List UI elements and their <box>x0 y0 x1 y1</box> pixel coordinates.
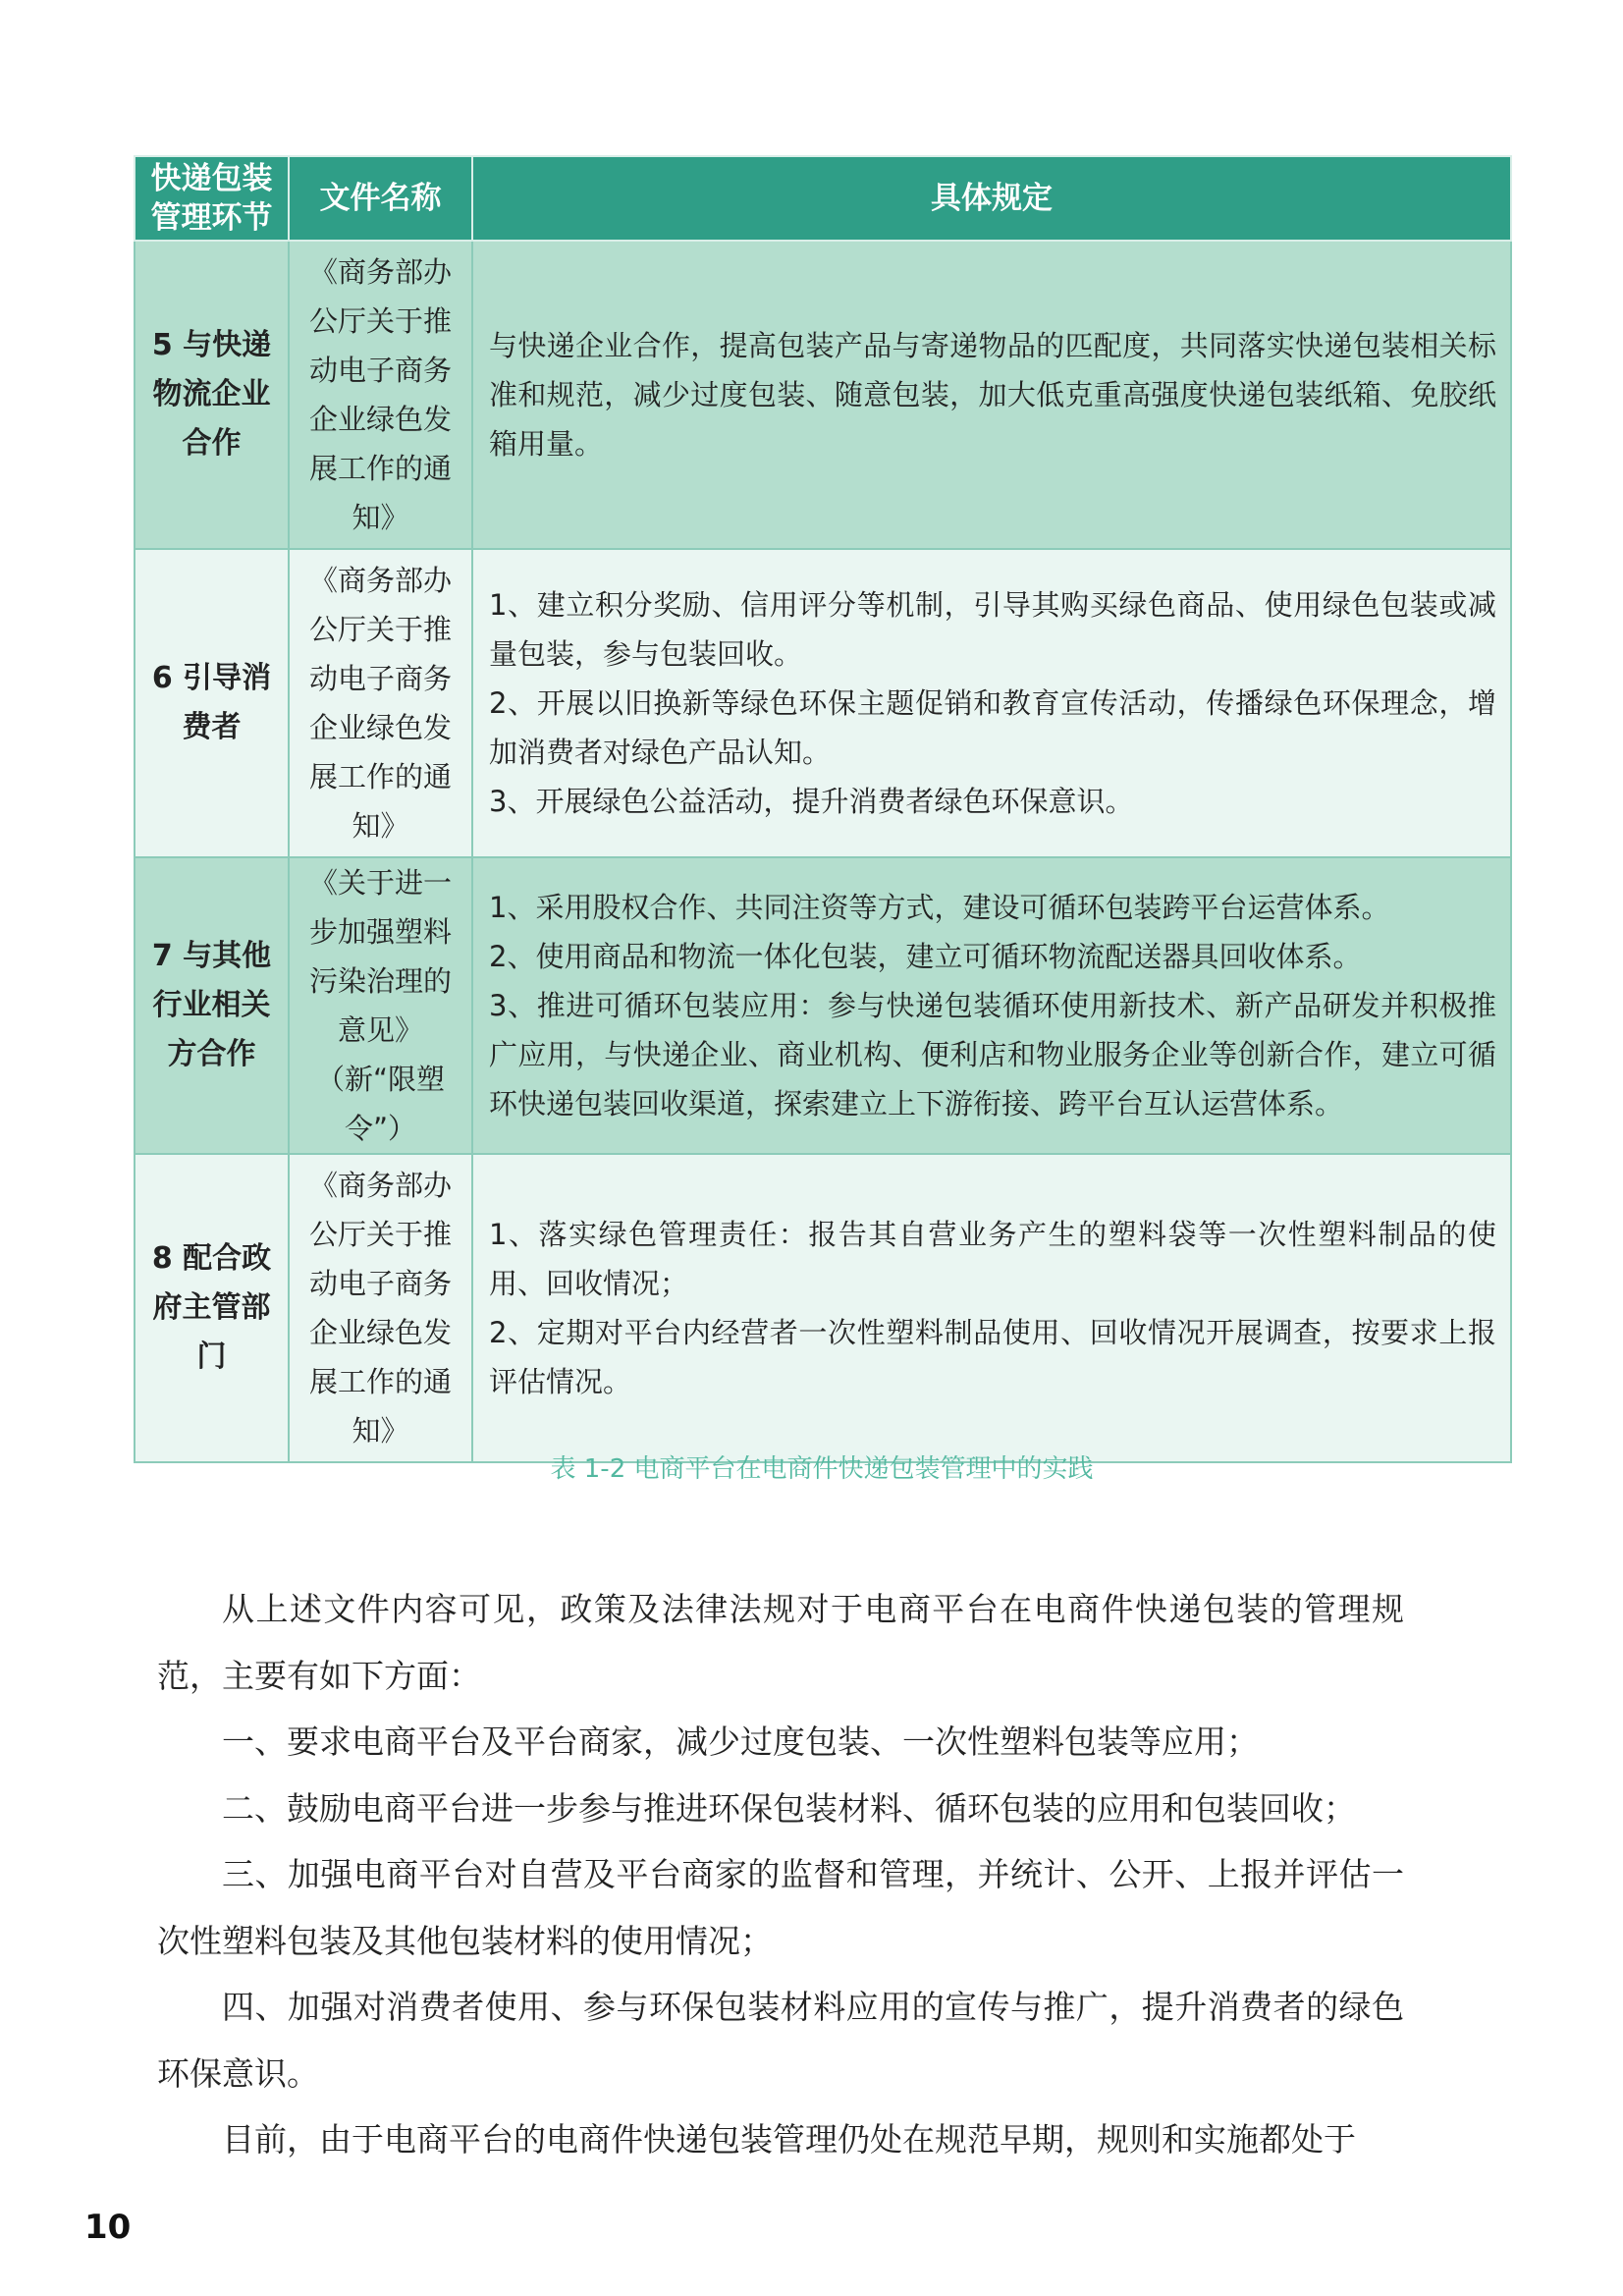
rule-item: 2、开展以旧换新等绿色环保主题促销和教育宣传活动，传播绿色环保理念，增加消费者对绿色产品认知。 <box>489 686 1496 769</box>
paragraph: 二、鼓励电商平台进一步参与推进环保包装材料、循环包装的应用和包装回收； <box>222 1788 1356 1828</box>
header-document-name: 文件名称 <box>289 156 472 241</box>
paragraph: 三、加强电商平台对自营及平台商家的监督和管理，并统计、公开、上报并评估一次性塑料包装及其他包装材料的使用情况； <box>157 1855 1404 1960</box>
table-header-row <box>135 156 1511 241</box>
rule-item: 3、开展绿色公益活动，提升消费者绿色环保意识。 <box>489 785 1134 818</box>
table-row <box>135 1154 1511 1462</box>
rule-item: 1、采用股权合作、共同注资等方式，建设可循环包装跨平台运营体系。 <box>489 891 1390 924</box>
body-text <box>157 1576 1404 2173</box>
row-document: 《关于进一步加强塑料污染治理的意见》（新“限塑令”） <box>289 857 472 1154</box>
row-section: 5 与快递物流企业合作 <box>135 241 289 549</box>
rule-item: 2、定期对平台内经营者一次性塑料制品使用、回收情况开展调查，按要求上报评估情况。 <box>489 1316 1496 1398</box>
rule-item: 与快递企业合作，提高包装产品与寄递物品的匹配度，共同落实快递包装相关标准和规范，减少过度包装、随意包装，加大低克重高强度快递包装纸箱、免胶纸箱用量。 <box>489 329 1496 461</box>
table-caption: 表 1-2 电商平台在电商件快递包装管理中的实践 <box>550 1454 1094 1484</box>
paragraph: 一、要求电商平台及平台商家，减少过度包装、一次性塑料包装等应用； <box>222 1722 1259 1761</box>
header-management-stage: 快递包装管理环节 <box>135 156 289 241</box>
rule-item: 1、建立积分奖励、信用评分等机制，引导其购买绿色商品、使用绿色包装或减量包装，参与包装回收。 <box>489 588 1496 671</box>
row-document: 《商务部办公厅关于推动电子商务企业绿色发展工作的通知》 <box>289 549 472 857</box>
row-rules <box>472 1154 1511 1462</box>
header-specific-rules: 具体规定 <box>472 156 1511 241</box>
paragraph: 目前，由于电商平台的电商件快递包装管理仍处在规范早期，规则和实施都处于 <box>222 2120 1356 2159</box>
row-document: 《商务部办公厅关于推动电子商务企业绿色发展工作的通知》 <box>289 1154 472 1462</box>
row-rules <box>472 241 1511 549</box>
paragraph: 四、加强对消费者使用、参与环保包装材料应用的宣传与推广，提升消费者的绿色环保意识。 <box>157 1988 1404 2093</box>
table-row <box>135 241 1511 549</box>
row-document: 《商务部办公厅关于推动电子商务企业绿色发展工作的通知》 <box>289 241 472 549</box>
row-rules <box>472 857 1511 1154</box>
rule-item: 3、推进可循环包装应用：参与快递包装循环使用新技术、新产品研发并积极推广应用，与快递企业、商业机构、便利店和物业服务企业等创新合作，建立可循环快递包装回收渠道，探索建立上下游衔接、跨平台互认运营体系。 <box>489 989 1496 1121</box>
page-number: 10 <box>84 2208 132 2247</box>
table-row <box>135 857 1511 1154</box>
regulation-table <box>134 155 1512 1463</box>
rule-item: 1、落实绿色管理责任：报告其自营业务产生的塑料袋等一次性塑料制品的使用、回收情况； <box>489 1218 1496 1300</box>
row-section: 8 配合政府主管部门 <box>135 1154 289 1462</box>
rule-item: 2、使用商品和物流一体化包装，建立可循环物流配送器具回收体系。 <box>489 940 1362 973</box>
row-rules <box>472 549 1511 857</box>
table-row <box>135 549 1511 857</box>
paragraph: 从上述文件内容可见，政策及法律法规对于电商平台在电商件快递包装的管理规范，主要有如下方面： <box>157 1590 1404 1695</box>
row-section: 6 引导消费者 <box>135 549 289 857</box>
row-section: 7 与其他行业相关方合作 <box>135 857 289 1154</box>
